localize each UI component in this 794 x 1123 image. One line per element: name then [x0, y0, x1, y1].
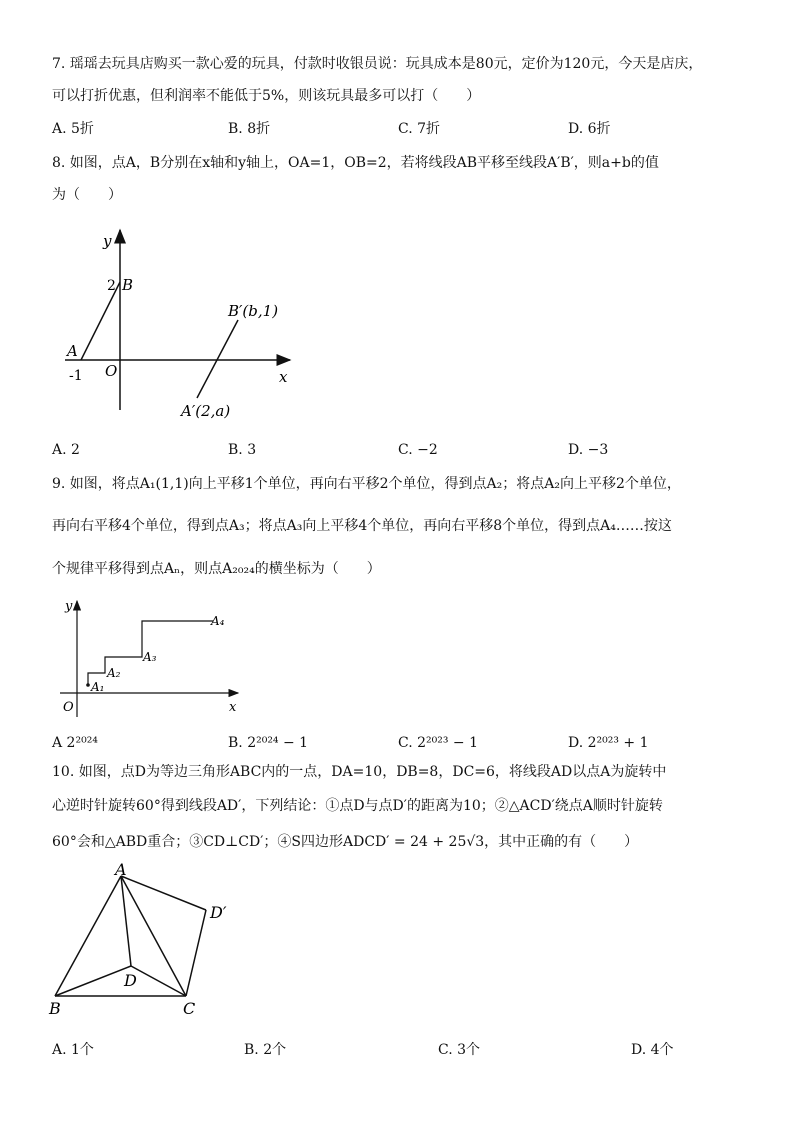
q10-point-c-label: C [183, 999, 196, 1018]
q9-option-d[interactable]: D. 2²⁰²³ + 1 [568, 735, 649, 751]
q7-option-c[interactable]: C. 7折 [398, 121, 441, 137]
q8-line2: 为（ ） [52, 187, 122, 203]
q10-segment-ad [121, 876, 131, 966]
q10-option-b[interactable]: B. 2个 [244, 1042, 287, 1058]
q9-line3: 个规律平移得到点Aₙ，则点A₂₀₂₄的横坐标为（ ） [52, 561, 381, 577]
q9-origin-label: O [63, 700, 74, 715]
q9-point-a3-label: A₃ [143, 650, 157, 664]
q9-y-label: y [65, 599, 73, 614]
q8-a-tick-label: -1 [69, 368, 83, 384]
q8-line1: 8. 如图，点A，B分别在x轴和y轴上，OA=1，OB=2，若将线段AB平移至线段A′B′，则a+b的值 [52, 155, 659, 171]
q7-option-b[interactable]: B. 8折 [228, 121, 271, 137]
q9-point-a4-label: A₄ [211, 614, 225, 628]
q8-point-a-label: A [67, 342, 78, 360]
q10-line2: 心逆时针旋转60°得到线段AD′，下列结论：①点D与点D′的距离为10；②△ACD′绕点A顺时针旋转 [52, 798, 663, 814]
q10-segment-ad-prime [121, 876, 206, 910]
q8-point-b-label: B [122, 276, 134, 294]
q8-b-tick-label: 2 [107, 278, 116, 294]
q10-point-a-label: A [115, 860, 127, 879]
q9-option-a[interactable]: A 2²⁰²⁴ [52, 735, 98, 751]
q7-option-a[interactable]: A. 5折 [52, 121, 94, 137]
q9-point-a2-label: A₂ [107, 666, 121, 680]
q9-option-b[interactable]: B. 2²⁰²⁴ − 1 [228, 735, 309, 751]
q10-segment-cd-prime [186, 910, 206, 996]
q9-point-a1 [86, 683, 90, 687]
q8-point-b-prime-label: B′(b,1) [228, 302, 279, 320]
q9-option-c[interactable]: C. 2²⁰²³ − 1 [398, 735, 479, 751]
q8-segment-a-prime-b-prime [197, 320, 238, 398]
q10-point-b-label: B [49, 999, 61, 1018]
q8-origin-label: O [105, 362, 118, 380]
q9-x-label: x [229, 700, 237, 715]
q8-option-b[interactable]: B. 3 [228, 442, 257, 458]
q8-point-a-prime-label: A′(2,a) [181, 402, 231, 420]
q7-line2: 可以打折优惠，但利润率不能低于5%，则该玩具最多可以打（ ） [52, 88, 481, 104]
q9-figure [55, 595, 255, 720]
q8-option-a[interactable]: A. 2 [52, 442, 80, 458]
q10-option-d[interactable]: D. 4个 [631, 1042, 674, 1058]
q7-option-d[interactable]: D. 6折 [568, 121, 611, 137]
q8-option-d[interactable]: D. −3 [568, 442, 609, 458]
q9-point-a1-label: A₁ [91, 680, 105, 694]
q7-line1: 7. 瑶瑶去玩具店购买一款心爱的玩具，付款时收银员说：玩具成本是80元，定价为120元，今天是店庆， [52, 56, 703, 72]
q9-line2: 再向右平移4个单位，得到点A₃；将点A₃向上平移4个单位，再向右平移8个单位，得到点A₄……按这 [52, 518, 672, 534]
q10-figure [45, 862, 245, 1022]
q10-line1: 10. 如图，点D为等边三角形ABC内的一点，DA=10，DB=8，DC=6，将线段AD以点A为旋转中 [52, 764, 667, 780]
q8-x-label: x [279, 368, 288, 386]
q10-segment-bd [55, 966, 131, 996]
q9-line1: 9. 如图，将点A₁(1,1)向上平移1个单位，再向右平移2个单位，得到点A₂；将点A₂向上平移2个单位， [52, 476, 681, 492]
q10-line3: 60°会和△ABD重合；③CD⊥CD′；④S四边形ADCD′ = 24 + 25√3，其中正确的有（ ） [52, 834, 639, 850]
q8-y-label: y [103, 232, 112, 250]
q10-option-c[interactable]: C. 3个 [438, 1042, 481, 1058]
q8-option-c[interactable]: C. −2 [398, 442, 438, 458]
q10-point-d-label: D [124, 971, 137, 990]
q10-side-ab [55, 876, 121, 996]
q8-figure [55, 220, 305, 420]
q10-point-d-prime-label: D′ [210, 903, 227, 922]
q10-option-a[interactable]: A. 1个 [52, 1042, 94, 1058]
